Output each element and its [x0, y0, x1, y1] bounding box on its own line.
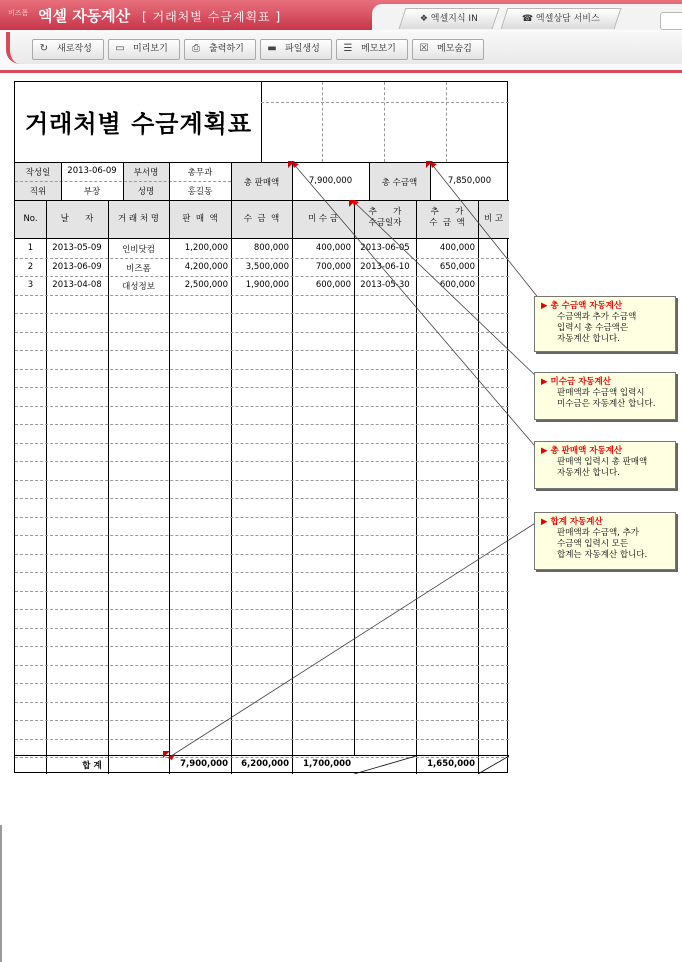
- table-cell[interactable]: 2,500,000: [184, 280, 228, 290]
- print-button[interactable]: ⎙ 출력하기: [184, 39, 256, 60]
- total-sales: 7,900,000: [180, 759, 228, 769]
- date-label: 작성일: [25, 168, 51, 178]
- table-cell[interactable]: 2013-06-09: [52, 261, 102, 272]
- tab-label: 엑셀지식 IN: [430, 14, 478, 24]
- total-sales-label: 총 판매액: [243, 178, 280, 188]
- sheet-title: 거래처별 수금계획표: [25, 110, 253, 138]
- total-collect-label: 총 수금액: [381, 178, 418, 188]
- col-uncollected-header: 미 수 금: [307, 214, 339, 224]
- monitor-icon: ▭: [115, 43, 125, 54]
- toolbar: [0, 30, 682, 73]
- table-cell[interactable]: 700,000: [315, 261, 351, 272]
- table-cell[interactable]: 3,500,000: [245, 261, 289, 272]
- position-value[interactable]: 부장: [83, 187, 101, 197]
- col-sales-header: 판 매 액: [182, 214, 218, 224]
- table-cell[interactable]: 1,900,000: [245, 280, 289, 290]
- memo-hide-icon: ☒: [419, 43, 429, 54]
- total-collect-value: 7,850,000: [447, 176, 492, 186]
- col-date-header: 날 자: [60, 214, 94, 224]
- show-memo-button[interactable]: ☰ 메모보기: [336, 39, 408, 60]
- table-cell[interactable]: 2013-06-05: [360, 243, 410, 253]
- search-input[interactable]: [660, 12, 682, 30]
- table-cell[interactable]: 400,000: [315, 243, 351, 253]
- left-border: [0, 825, 2, 962]
- table-cell[interactable]: 600,000: [315, 280, 351, 290]
- spreadsheet: [14, 81, 508, 773]
- table-cell[interactable]: 2013-04-08: [52, 280, 102, 290]
- total-extra: 1,650,000: [427, 759, 475, 769]
- tab-excel-consult[interactable]: [501, 8, 622, 29]
- total-uncollected: 1,700,000: [303, 759, 351, 769]
- total-label: 합 계: [82, 761, 102, 771]
- new-button[interactable]: ↻ 새로작성: [32, 39, 104, 60]
- table-cell[interactable]: 대성정보: [122, 282, 155, 292]
- phone-icon: ☎: [521, 14, 534, 24]
- memo-icon: ☰: [343, 43, 353, 54]
- logo-small: 비즈폼: [8, 9, 29, 17]
- table-cell[interactable]: 인비닷컴: [122, 245, 155, 255]
- col-collected-header: 수 금 액: [243, 214, 280, 224]
- app-logo: 엑셀 자동계산: [38, 7, 131, 25]
- table-cell[interactable]: 2013-06-10: [360, 261, 410, 272]
- col-remark-header: 비 고: [483, 214, 504, 224]
- tab-excel-knowledge[interactable]: [399, 8, 500, 29]
- col-extra-amount-header: 추 가 수 금 액: [429, 207, 465, 228]
- table-cell[interactable]: 비즈폼: [126, 263, 151, 274]
- dept-value[interactable]: 총무과: [187, 168, 213, 178]
- date-value[interactable]: 2013-06-09: [67, 166, 117, 176]
- table-cell[interactable]: 400,000: [439, 243, 475, 253]
- table-cell[interactable]: 2: [27, 261, 34, 272]
- folder-icon: ▬: [267, 43, 277, 54]
- note-total-collect: ▶ 총 수금액 자동계산 수금액과 추가 수금액 입력시 총 수금액은 자동계산 합니다.: [534, 296, 676, 352]
- preview-button[interactable]: ▭ 미리보기: [108, 39, 180, 60]
- app-header: [0, 0, 682, 72]
- total-sales-value: 7,900,000: [308, 176, 353, 186]
- table-cell[interactable]: 800,000: [253, 243, 289, 253]
- document-title: [ 거래처별 수금계획표 ]: [142, 10, 282, 24]
- col-no-header: No.: [23, 214, 38, 224]
- table-cell[interactable]: 600,000: [439, 280, 475, 290]
- name-label: 성명: [137, 187, 155, 197]
- note-total-sales: ▶ 총 판매액 자동계산 판매액 입력시 총 판매액 자동계산 합니다.: [534, 441, 676, 489]
- table-cell[interactable]: 1,200,000: [184, 243, 228, 253]
- col-extra-date-header: 추 가 수금일자: [368, 207, 402, 228]
- table-cell[interactable]: 1: [27, 243, 34, 253]
- note-totals: ▶ 합계 자동계산 판매액과 수금액, 추가 수금액 입력시 모든 합계는 자동계산 합니다.: [534, 512, 676, 570]
- total-collected: 6,200,000: [241, 759, 289, 769]
- table-cell[interactable]: 2013-05-30: [360, 280, 410, 290]
- table-cell[interactable]: 2013-05-09: [52, 243, 102, 253]
- col-client-header: 거 래 처 명: [118, 214, 159, 224]
- bulb-icon: ❖: [419, 14, 428, 24]
- table-cell[interactable]: 3: [27, 280, 34, 290]
- name-value[interactable]: 홍길동: [187, 187, 213, 197]
- tab-label: 엑셀상담 서비스: [536, 14, 600, 24]
- dept-label: 부서명: [133, 168, 159, 178]
- print-icon: ⎙: [192, 43, 200, 54]
- note-uncollected: ▶ 미수금 자동계산 판매액과 수금액 입력시 미수금은 자동계산 합니다.: [534, 372, 676, 420]
- refresh-icon: ↻: [39, 43, 49, 54]
- hide-memo-button[interactable]: ☒ 메모숨김: [412, 39, 484, 60]
- create-file-button[interactable]: ▬ 파일생성: [260, 39, 332, 60]
- position-label: 직위: [29, 187, 47, 197]
- table-cell[interactable]: 4,200,000: [184, 261, 228, 272]
- table-cell[interactable]: 650,000: [439, 261, 475, 272]
